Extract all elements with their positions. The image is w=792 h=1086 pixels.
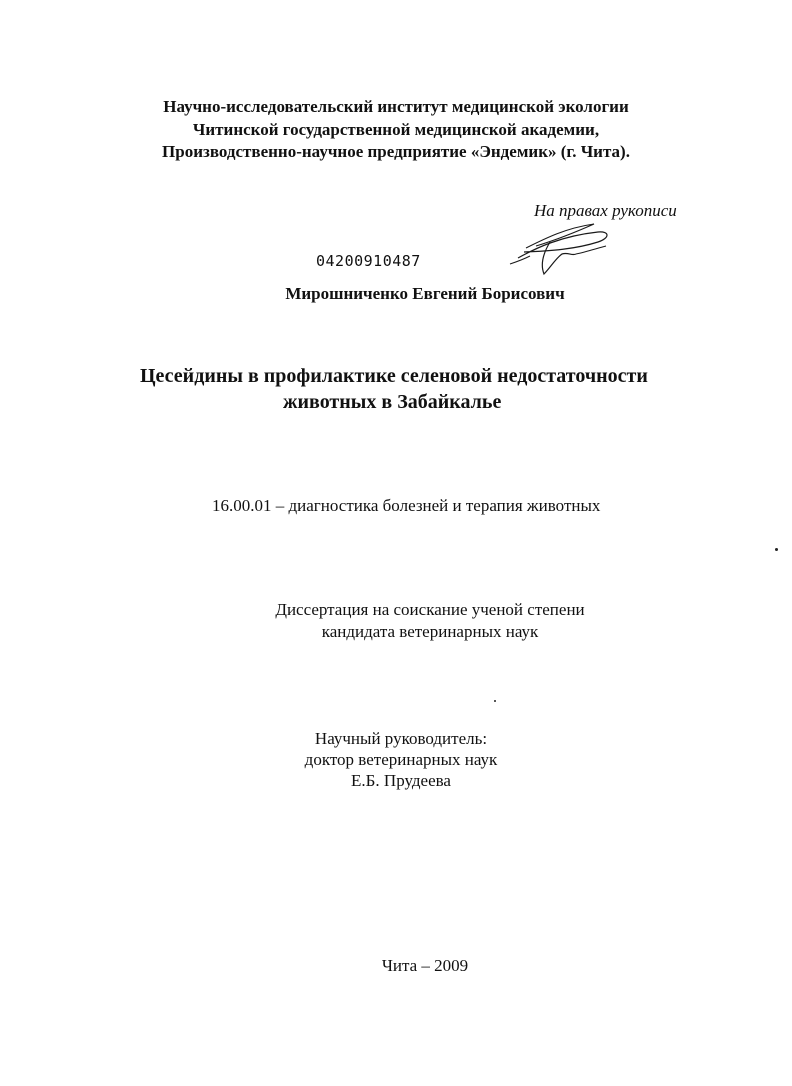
degree-line-2: кандидата ветеринарных наук bbox=[321, 622, 539, 641]
institution-line-1: Научно-исследовательский институт медицинской экологии bbox=[163, 97, 629, 116]
specialty-code: 16.00.01 – диагностика болезней и терапия животных bbox=[212, 496, 601, 515]
institution-line-3: Производственно-научное предприятие «Эндемик» (г. Чита). bbox=[162, 142, 630, 161]
place-and-year: Чита – 2009 bbox=[381, 956, 469, 975]
scan-speck bbox=[494, 700, 496, 702]
handwritten-signature-icon bbox=[506, 218, 616, 280]
registration-number: 04200910487 bbox=[316, 252, 421, 270]
dissertation-title-line-2: животных в Забайкалье bbox=[283, 391, 502, 413]
scan-speck bbox=[775, 548, 778, 551]
supervisor-rank: доктор ветеринарных наук bbox=[304, 750, 498, 769]
supervisor-label: Научный руководитель: bbox=[314, 729, 488, 748]
manuscript-rights-note: На правах рукописи bbox=[534, 201, 677, 220]
degree-line-1: Диссертация на соискание ученой степени bbox=[275, 600, 585, 619]
author-name: Мирошниченко Евгений Борисович bbox=[285, 284, 565, 303]
dissertation-title-line-1: Цесейдины в профилактике селеновой недостаточности bbox=[140, 365, 648, 387]
institution-line-2: Читинской государственной медицинской академии, bbox=[192, 120, 600, 139]
supervisor-name: Е.Б. Прудеева bbox=[351, 771, 451, 790]
